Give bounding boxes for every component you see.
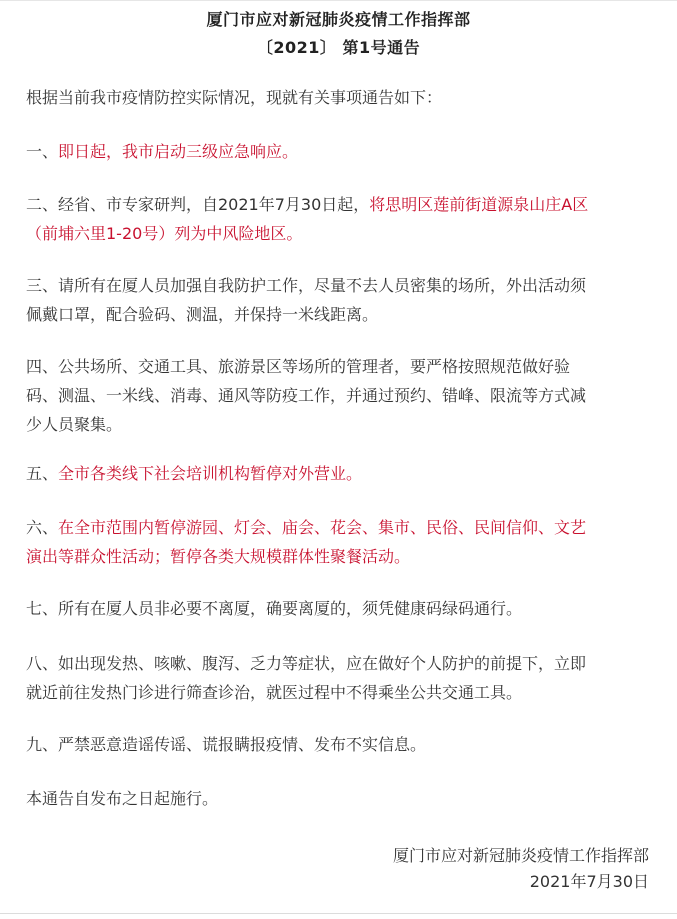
item-7-text: 七、所有在厦人员非必要不离厦，确要离厦的，须凭健康码绿码通行。 bbox=[26, 599, 523, 618]
item-3-line-2: 佩戴口罩，配合验码、测温，并保持一米线距离。 bbox=[26, 305, 379, 324]
item-8 bbox=[26, 649, 656, 707]
item-2 bbox=[26, 190, 656, 248]
bottom-border bbox=[0, 913, 677, 914]
item-5 bbox=[26, 459, 656, 488]
signature-date: 2021年7月30日 bbox=[529, 872, 649, 891]
item-5-prefix: 五、 bbox=[26, 464, 59, 483]
notice-title: 厦门市应对新冠肺炎疫情工作指挥部 bbox=[206, 10, 471, 29]
item-4-line-1: 四、公共场所、交通工具、旅游景区等场所的管理者，要严格按照规范做好验 bbox=[26, 357, 571, 376]
item-8-line-2: 就近前往发热门诊进行筛查诊治，就医过程中不得乘坐公共交通工具。 bbox=[26, 683, 523, 702]
item-9-text: 九、严禁恶意造谣传谣、谎报瞒报疫情、发布不实信息。 bbox=[26, 735, 427, 754]
signature-org: 厦门市应对新冠肺炎疫情工作指挥部 bbox=[392, 846, 649, 865]
notice-number: 〔2021〕 第1号通告 bbox=[256, 38, 421, 57]
item-2-emphasis-2: （前埔六里1-20号）列为中风险地区。 bbox=[26, 224, 303, 243]
item-1-emphasis: 即日起，我市启动三级应急响应。 bbox=[58, 142, 299, 161]
closing-paragraph bbox=[26, 784, 656, 813]
item-4-line-3: 少人员聚集。 bbox=[26, 415, 123, 434]
item-4 bbox=[26, 352, 656, 439]
item-6-emphasis-1: 在全市范围内暂停游园、灯会、庙会、花会、集市、民俗、民间信仰、文艺 bbox=[58, 518, 587, 537]
item-7 bbox=[26, 594, 656, 623]
item-6-prefix: 六、 bbox=[26, 518, 59, 537]
item-6 bbox=[26, 513, 656, 571]
item-2-prefix: 二、经省、市专家研判，自2021年7月30日起， bbox=[26, 195, 370, 214]
item-4-line-2: 码、测温、一米线、消毒、通风等防疫工作，并通过预约、错峰、限流等方式减 bbox=[26, 386, 587, 405]
item-1-prefix: 一、 bbox=[26, 142, 59, 161]
item-9 bbox=[26, 730, 656, 759]
intro-text: 根据当前我市疫情防控实际情况，现就有关事项通告如下： bbox=[26, 88, 443, 107]
intro-paragraph bbox=[26, 83, 656, 112]
top-border bbox=[0, 0, 677, 1]
closing-text: 本通告自发布之日起施行。 bbox=[26, 789, 219, 808]
item-5-emphasis: 全市各类线下社会培训机构暂停对外营业。 bbox=[58, 464, 363, 483]
item-3-line-1: 三、请所有在厦人员加强自我防护工作，尽量不去人员密集的场所，外出活动须 bbox=[26, 276, 587, 295]
item-1 bbox=[26, 137, 656, 166]
item-6-emphasis-2: 演出等群众性活动；暂停各类大规模群体性聚餐活动。 bbox=[26, 547, 411, 566]
item-3 bbox=[26, 271, 656, 329]
item-8-line-1: 八、如出现发热、咳嗽、腹泻、乏力等症状，应在做好个人防护的前提下，立即 bbox=[26, 654, 587, 673]
item-2-emphasis-1: 将思明区莲前街道源泉山庄A区 bbox=[369, 195, 589, 214]
